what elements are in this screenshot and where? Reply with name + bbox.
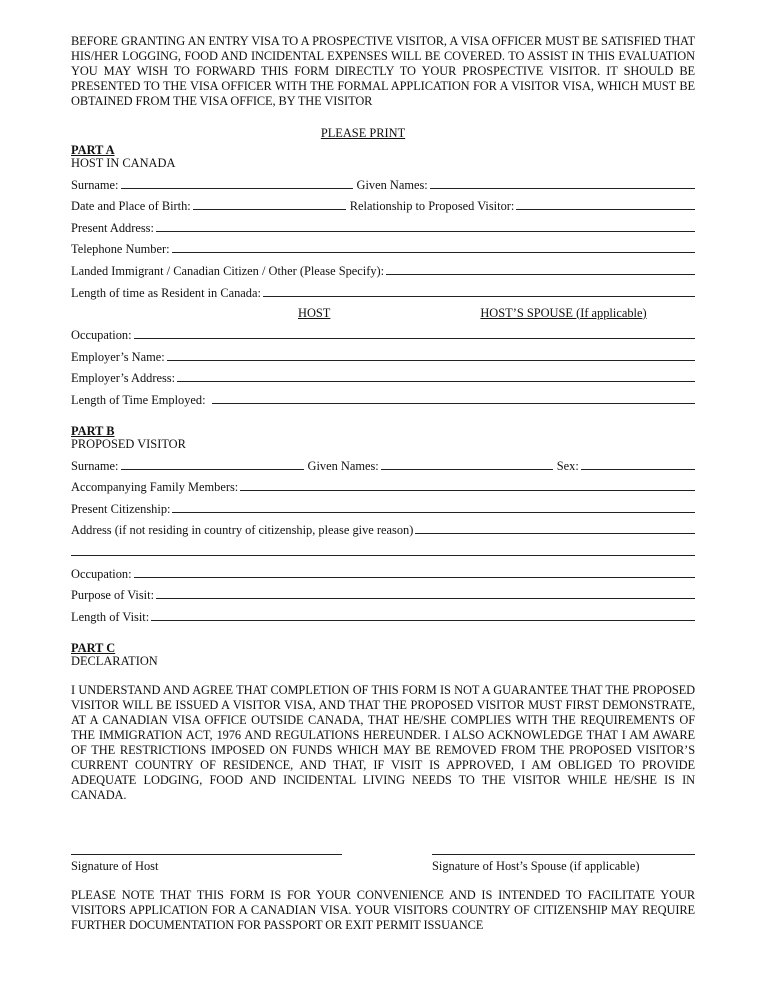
- visitor-address-field-2[interactable]: [71, 554, 695, 556]
- visit-length-row: [71, 602, 695, 624]
- host-residence-label: Length of time as Resident in Canada:: [71, 285, 261, 300]
- host-status-row: [71, 256, 695, 278]
- part-b-subtitle: PROPOSED VISITOR: [71, 436, 186, 451]
- visitor-sex-label: Sex:: [556, 458, 579, 473]
- employer-address-label: Employer’s Address:: [71, 371, 176, 386]
- visitor-surname-label: Surname:: [71, 458, 119, 473]
- please-print-heading: PLEASE PRINT: [320, 126, 406, 140]
- part-a-subtitle: HOST IN CANADA: [71, 156, 176, 170]
- host-residence-row: [71, 278, 695, 300]
- host-signature-line[interactable]: [71, 853, 342, 855]
- host-status-label: Landed Immigrant / Canadian Citizen / Other (Please Specify):: [71, 263, 385, 278]
- host-address-row: [71, 213, 695, 235]
- host-name-row: [71, 170, 695, 192]
- part-c-header: [71, 642, 695, 668]
- part-a-header: [71, 144, 695, 170]
- visitor-family-field[interactable]: [240, 489, 695, 491]
- visit-length-field[interactable]: [151, 619, 695, 621]
- visitor-address-label: Address (if not residing in country of citizenship, please give reason): [71, 523, 414, 538]
- visitor-address-row-2: [71, 537, 695, 559]
- time-employed-label: Length of Time Employed:: [71, 392, 206, 407]
- host-status-field[interactable]: [386, 273, 695, 275]
- signature-block: [71, 853, 695, 874]
- host-given-names-field[interactable]: [430, 187, 695, 189]
- host-dob-label: Date and Place of Birth:: [71, 199, 191, 214]
- host-phone-label: Telephone Number:: [71, 242, 170, 257]
- col-spouse-label: HOST’S SPOUSE (If applicable): [480, 305, 647, 320]
- host-occupation-field[interactable]: [134, 337, 695, 339]
- employer-name-row: [71, 342, 695, 364]
- host-phone-row: [71, 235, 695, 257]
- visitor-surname-field[interactable]: [121, 468, 304, 470]
- spouse-signature-label: Signature of Host’s Spouse (if applicable): [432, 858, 640, 873]
- visitor-address-field[interactable]: [415, 532, 695, 534]
- visit-purpose-field[interactable]: [156, 597, 695, 599]
- part-a-title: PART A: [71, 143, 115, 157]
- host-relationship-field[interactable]: [516, 208, 695, 210]
- part-c-subtitle: DECLARATION: [71, 653, 158, 668]
- visitor-given-names-field[interactable]: [381, 468, 553, 470]
- spouse-signature-line[interactable]: [432, 853, 695, 855]
- part-b-title: PART B: [71, 423, 115, 438]
- visitor-address-row: [71, 516, 695, 538]
- visitor-occupation-label: Occupation:: [71, 566, 132, 581]
- visitor-citizenship-label: Present Citizenship:: [71, 501, 171, 516]
- employer-name-field[interactable]: [167, 359, 695, 361]
- declaration-text: I UNDERSTAND AND AGREE THAT COMPLETION OF THIS FORM IS NOT A GUARANTEE THAT THE PROPOSED VISITOR WILL BE ISSUED A VISITOR VISA, AND THAT THE PROPOSED VISITOR MUST FIRST DEMONSTRATE, AT A CANADIAN VISA OFFICE OUTSIDE CANADA, THAT HE/SHE COMPLIES WITH THE REQUIREMENTS OF THE IMMIGRATION ACT, 1976 AND REGULATIONS HEREUNDER. I ALSO ACKNOWLEDGE THAT I AM AWARE OF THE RESTRICTIONS IMPOSED ON FUNDS WHICH MAY BE REMOVED FROM THE PROPOSED VISITOR’S CURRENT COUNTRY OF RESIDENCE, AND THAT, IF VISIT IS APPROVED, I AM OBLIGED TO PROVIDE ADEQUATE LODGING, FOOD AND INCIDENTAL LIVING NEEDS TO THE VISITOR WHILE HE/SHE IS IN CANADA.: [71, 682, 695, 802]
- visit-purpose-row: [71, 581, 695, 603]
- host-columns-header: [71, 300, 695, 321]
- host-signature-label: Signature of Host: [71, 858, 159, 873]
- visitor-sex-field[interactable]: [581, 468, 695, 470]
- host-birth-row: [71, 192, 695, 214]
- employer-address-row: [71, 364, 695, 386]
- col-host-label: HOST: [298, 305, 331, 320]
- part-b-header: [71, 425, 695, 451]
- time-employed-row: [71, 385, 695, 407]
- host-signature: [71, 853, 342, 874]
- closing-note: PLEASE NOTE THAT THIS FORM IS FOR YOUR CONVENIENCE AND IS INTENDED TO FACILITATE YOUR VISITORS APPLICATION FOR A CANADIAN VISA. YOUR VISITORS COUNTRY OF CITIZENSHIP MAY REQUIRE FURTHER DOCUMENTATION FOR PASSPORT OR EXIT PERMIT ISSUANCE: [71, 887, 695, 932]
- employer-name-label: Employer’s Name:: [71, 349, 165, 364]
- visitor-family-row: [71, 473, 695, 495]
- host-occupation-label: Occupation:: [71, 328, 132, 343]
- intro-paragraph: BEFORE GRANTING AN ENTRY VISA TO A PROSPECTIVE VISITOR, A VISA OFFICER MUST BE SATISFIED THAT HIS/HER LOGGING, FOOD AND INCIDENTAL EXPENSES WILL BE COVERED. TO ASSIST IN THIS EVALUATION YOU MAY WISH TO FORWARD THIS FORM DIRECTLY TO YOUR PROSPECTIVE VISITOR. IT SHOULD BE PRESENTED TO THE VISA OFFICER WITH THE FORMAL APPLICATION FOR A VISITOR VISA, WHICH MUST BE OBTAINED FROM THE VISA OFFICE, BY THE VISITOR: [71, 34, 695, 108]
- host-surname-field[interactable]: [121, 187, 353, 189]
- host-address-label: Present Address:: [71, 220, 154, 235]
- visit-length-label: Length of Visit:: [71, 609, 150, 624]
- host-address-field[interactable]: [156, 230, 695, 232]
- time-employed-field[interactable]: [212, 402, 695, 404]
- host-relationship-label: Relationship to Proposed Visitor:: [349, 199, 515, 214]
- host-given-names-label: Given Names:: [356, 177, 428, 192]
- visitor-name-row: [71, 451, 695, 473]
- visitor-given-names-label: Given Names:: [307, 458, 379, 473]
- employer-address-field[interactable]: [177, 380, 695, 382]
- spouse-signature: [432, 853, 695, 874]
- visitor-occupation-row: [71, 559, 695, 581]
- visitor-citizenship-field[interactable]: [172, 511, 695, 513]
- visitor-occupation-field[interactable]: [134, 576, 695, 578]
- visa-form-page: [71, 34, 695, 933]
- host-phone-field[interactable]: [172, 251, 695, 253]
- host-occupation-row: [71, 321, 695, 343]
- host-surname-label: Surname:: [71, 177, 119, 192]
- visitor-family-label: Accompanying Family Members:: [71, 480, 239, 495]
- host-dob-field[interactable]: [193, 208, 346, 210]
- visitor-citizenship-row: [71, 494, 695, 516]
- part-c-title: PART C: [71, 640, 116, 655]
- host-residence-field[interactable]: [263, 295, 695, 297]
- visit-purpose-label: Purpose of Visit:: [71, 588, 155, 603]
